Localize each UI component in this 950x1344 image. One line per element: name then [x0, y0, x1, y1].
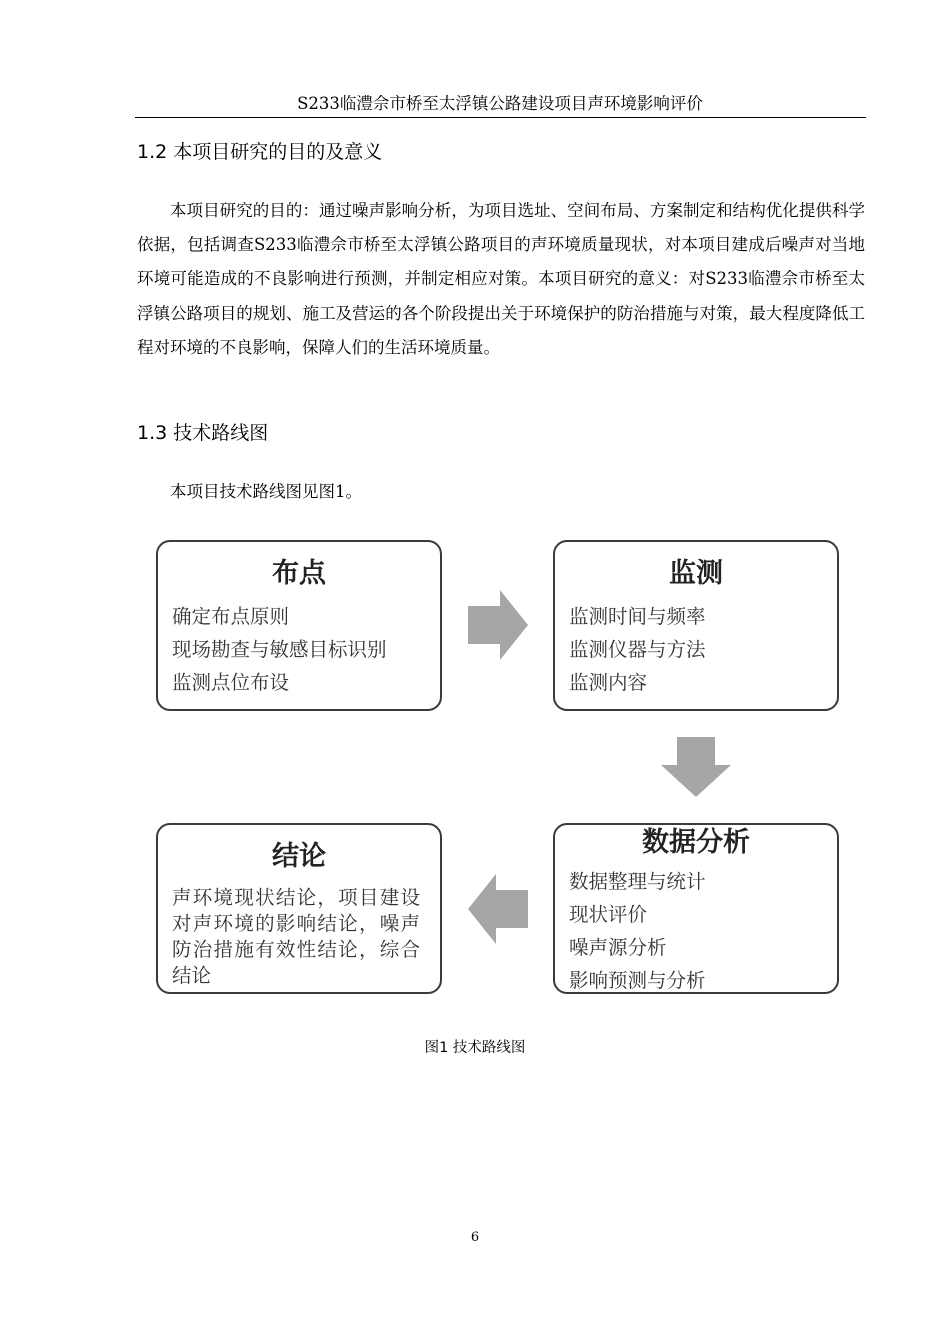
section-heading-1-3: 1.3 技术路线图: [137, 422, 269, 444]
arrow-down-icon: [659, 735, 733, 799]
diagram-box-monitoring: [553, 540, 839, 711]
arrow-right-icon: [466, 589, 530, 661]
section-heading-1-2: 1.2 本项目研究的目的及意义: [137, 141, 383, 163]
diagram-box-analysis: [553, 823, 839, 994]
diagram-box-item: 噪声源分析: [569, 936, 667, 959]
section-1-3-paragraph: 本项目技术路线图见图1。: [170, 482, 362, 501]
running-header: S233临澧佘市桥至太浮镇公路建设项目声环境影响评价: [297, 94, 703, 113]
diagram-box-item: 监测内容: [569, 671, 648, 694]
diagram-box-layout: [156, 540, 442, 711]
arrow-shape: [468, 590, 528, 660]
diagram-box-item: 确定布点原则: [172, 605, 290, 628]
arrow-shape: [661, 737, 731, 797]
diagram-box-item: 影响预测与分析: [569, 969, 706, 992]
header-rule: [135, 117, 866, 118]
section-1-2-paragraph: 本项目研究的目的：通过噪声影响分析，为项目选址、空间布局、方案制定和结构优化提供科学依据，包括调查S233临澧佘市桥至太浮镇公路项目的声环境质量现状，对本项目建成后噪声对当地环境可能造成的不良影响进行预测，并制定相应对策。本项目研究的意义：对S233临澧佘市桥至太浮镇公路项目的规划、施工及营运的各个阶段提出关于环境保护的防治措施与对策，最大程度降低工程对环境的不良影响，保障人们的生活环境质量。: [137, 201, 865, 357]
diagram-box-text: 声环境现状结论，项目建设对声环境的影响结论，噪声防治措施有效性结论，综合结论: [172, 886, 420, 987]
diagram-box-item: 现场勘查与敏感目标识别: [172, 638, 387, 661]
diagram-box-item: 数据整理与统计: [569, 870, 706, 893]
diagram-box-item: 监测时间与频率: [569, 605, 706, 628]
arrow-left-icon: [466, 873, 530, 945]
diagram-box-item: 现状评价: [569, 903, 648, 926]
diagram-box-title: 布点: [272, 558, 326, 589]
diagram-box-title: 数据分析: [642, 827, 750, 858]
arrow-shape: [468, 874, 528, 944]
diagram-box-item: 监测点位布设: [172, 671, 290, 694]
diagram-box-title: 结论: [272, 841, 326, 872]
diagram-box-conclusion: [156, 823, 442, 994]
diagram-box-title: 监测: [669, 558, 723, 589]
diagram-box-item: 监测仪器与方法: [569, 638, 706, 661]
page-number: 6: [470, 1230, 480, 1245]
figure-caption: 图1 技术路线图: [424, 1040, 526, 1056]
